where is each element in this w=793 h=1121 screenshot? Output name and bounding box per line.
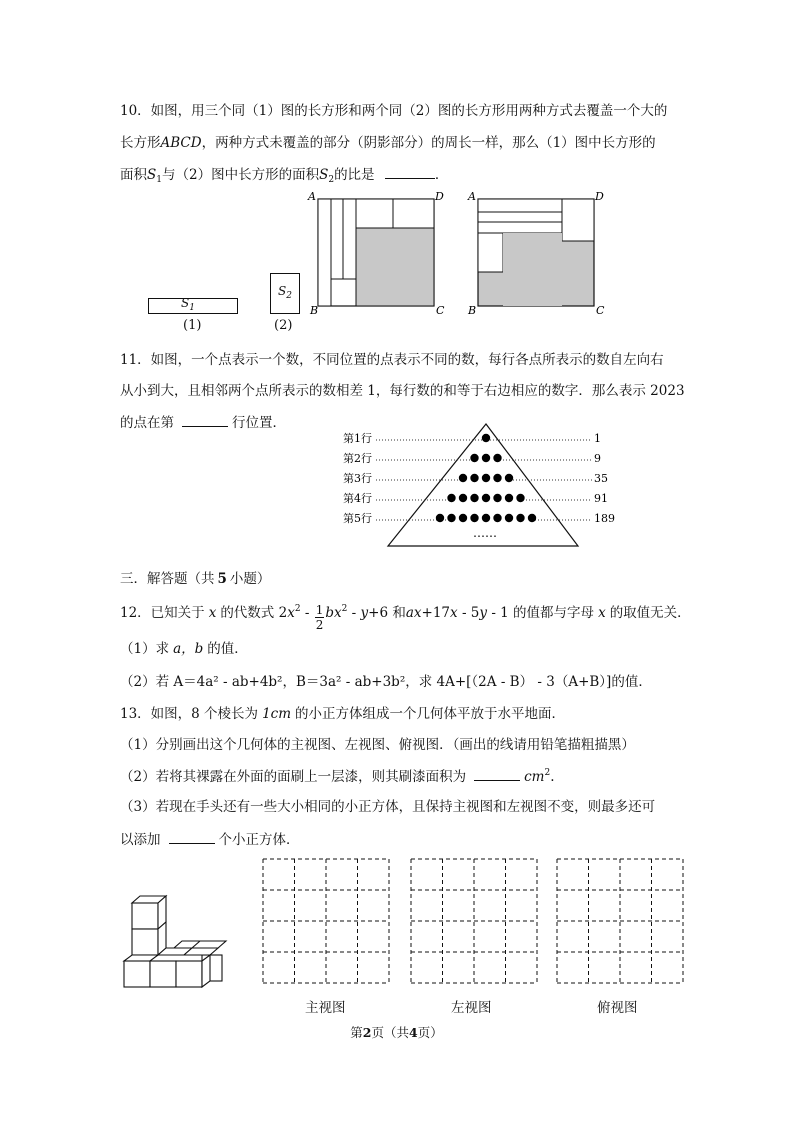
q10-abcd-figure-1: [308, 188, 448, 316]
q11-dot: [505, 514, 513, 522]
q11-dot: [447, 494, 455, 502]
q11-line-2: 从小到大，且相邻两个点所表示的数相差 1，每行数的和等于右边相应的数字．那么表示 2023: [120, 383, 685, 399]
q11-dot: [493, 514, 501, 522]
q12-fraction: $\frac{1}{2}$: [315, 603, 324, 632]
q11-dot: [459, 514, 467, 522]
q11-dot: [470, 454, 478, 462]
q11-row-label: 第2行: [343, 452, 372, 465]
q11-dot: [516, 494, 524, 502]
q11-row-sum: 9: [594, 452, 601, 465]
q10-fig-b-label-2: B: [468, 304, 477, 317]
q11-dot: [505, 474, 513, 482]
q10-fig-d-label-2: D: [595, 190, 604, 203]
q13-grid-label: 俯视图: [597, 1000, 638, 1016]
q13-sub-3: （3）若现在手头还有一些大小相同的小正方体，且保持主视图和左视图不变，则最多还可: [120, 799, 656, 815]
q10-line-2: 长方形ABCD，两种方式未覆盖的部分（阴影部分）的周长一样，那么（1）图中长方形的: [120, 135, 656, 151]
q10-fig2-rectangle: $S_2$: [270, 273, 300, 314]
q10-fig-c-label-2: C: [596, 304, 605, 317]
q10-answer-blank: [385, 164, 435, 179]
q13-cube-figure: [118, 895, 228, 990]
q13-grid-label: 主视图: [305, 1000, 346, 1016]
q11-dot: [482, 494, 490, 502]
q10-fig-b-label-1: B: [310, 304, 319, 317]
q11-row-sum: 1: [594, 432, 601, 445]
q11-row-label: 第1行: [343, 432, 372, 445]
section-3-title: 三．解答题（共 5 小题）: [120, 571, 271, 587]
q10-fig1-label: S: [181, 296, 190, 310]
q11-dot: [459, 494, 467, 502]
q11-dot: [482, 434, 490, 442]
q13-sub-2: （2）若将其裸露在外面的面刷上一层漆，则其刷漆面积为 $cm^2$.: [120, 768, 555, 785]
q11-dot: [436, 514, 444, 522]
q11-dot: [482, 454, 490, 462]
q10-fig-a-label-2: A: [468, 190, 476, 203]
q11-dot: [482, 514, 490, 522]
q10-abcd-figure-2: [466, 188, 606, 316]
q13-sub-3-cont: 以添加 个小正方体．: [120, 829, 300, 850]
q11-dot: [493, 474, 501, 482]
q13-grid-label: 左视图: [451, 1000, 492, 1016]
q10-fig2-label: S: [278, 284, 287, 298]
q11-dot: [493, 494, 501, 502]
q11-dot: [447, 514, 455, 522]
q11-triangle-figure: [340, 420, 615, 550]
q11-dot: [516, 514, 524, 522]
q11-row-sum: 91: [594, 492, 608, 505]
q10-line-1: 10．如图，用三个同（1）图的长方形和两个同（2）图的长方形用两种方式去覆盖一个大的: [120, 103, 668, 119]
q10-fig-c-label-1: C: [436, 304, 445, 317]
q11-dot: [528, 514, 536, 522]
q12-line-1: 12．已知关于 x 的代数式 $2x^2$ - $\frac{1}{2}$ $bx^2 - y+6$ 和ax+17x - 5y - 1 的值都与字母 x 的取值无关．: [120, 603, 691, 632]
q12-sub-2: （2）若 A＝4a² - ab+4b²，B＝3a² - ab+3b²，求 4A+[（2A - B） - 3（A+B）]的值．: [120, 674, 652, 690]
q10-fig-d-label-1: D: [435, 190, 444, 203]
q11-ellipsis: ……: [473, 526, 497, 540]
page-footer: 第2页（共4页）: [350, 1025, 443, 1040]
q13-grid-1[interactable]: [262, 858, 392, 986]
q13-area-blank: [474, 766, 520, 781]
q11-line-3: 的点在第 行位置．: [120, 412, 286, 433]
q11-dot: [459, 474, 467, 482]
q10-fig-a-label-1: A: [308, 190, 316, 203]
q13-line-1: 13．如图，8 个棱长为 1cm 的小正方体组成一个几何体平放于水平地面．: [120, 706, 566, 722]
q10-fig2-caption: (2): [274, 318, 293, 333]
q10-fig1-caption: (1): [183, 318, 202, 333]
q11-row-label: 第4行: [343, 492, 372, 505]
q11-dot: [470, 494, 478, 502]
q12-sub-1: （1）求 a，b 的值．: [120, 641, 248, 657]
q11-answer-blank: [182, 412, 228, 427]
q13-cube-count-blank: [169, 829, 215, 844]
q11-dot: [505, 494, 513, 502]
q13-grid-2[interactable]: [410, 858, 540, 986]
q11-dot: [493, 454, 501, 462]
q10-fig1-rectangle: $S_1$: [148, 298, 238, 314]
q11-dot: [482, 474, 490, 482]
q13-sub-1: （1）分别画出这个几何体的主视图、左视图、俯视图．（画出的线请用铅笔描粗描黑）: [120, 737, 635, 753]
q11-dot: [470, 514, 478, 522]
q10-line-3: 面积$S_1$与（2）图中长方形的面积$S_2$的比是 ．: [120, 164, 448, 185]
q11-row-label: 第5行: [343, 512, 372, 525]
q13-grid-3[interactable]: [556, 858, 686, 986]
q11-row-sum: 189: [594, 512, 615, 525]
q11-row-label: 第3行: [343, 472, 372, 485]
q11-dot: [470, 474, 478, 482]
q11-row-sum: 35: [594, 472, 608, 485]
q11-line-1: 11．如图，一个点表示一个数，不同位置的点表示不同的数，每行各点所表示的数自左向右: [120, 352, 664, 368]
